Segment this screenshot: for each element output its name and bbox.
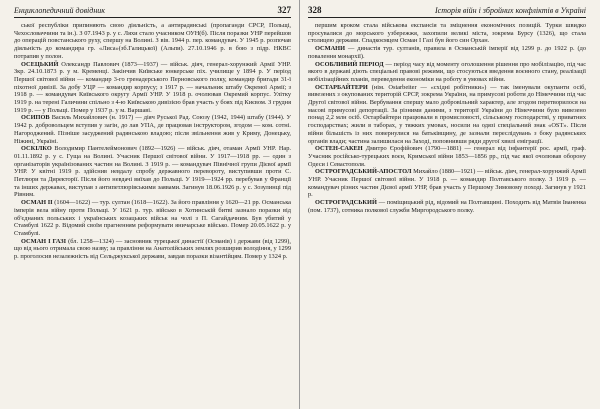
entry-headword: ОСЕЦЬКИЙ [21, 60, 59, 68]
entry-text: Дмитро Єрофійович (1790—1881) — генерал від інфантерії рос. армії, граф. Учасник російсько-турецьких воєн, Кримської війни 1853—1856 рр., під час якої очолював оборону Одеси і Севастополя. [308, 145, 586, 168]
entry-headword: ОСМАН II [21, 199, 53, 207]
entry-paragraph [14, 199, 291, 238]
right-page-number: 328 [308, 5, 322, 15]
entry-paragraph [14, 61, 291, 115]
entry-text: — період часу від моменту оголошення рішення про мобілізацію, під час якого в державі діють спеціальні правові режими, що стосуються введення воєнного стану, реалізації мобілізаційних планів, переведення економіки на роботу в умовах війни. [308, 60, 587, 83]
entry-headword: ОСМАНИ [315, 45, 346, 53]
left-page-body [14, 22, 291, 261]
entry-headword: ОСТЕН-САКЕН [315, 145, 363, 153]
entry-text: — династія тур. султанів, правила в Османській імперії від 1299 р. до 1922 р. (до повалення монархії). [308, 45, 586, 60]
entry-text: Василь Михайлович (н. 1917) — діяч Руської Рад. Союзу (1942, 1944) штабу (1944). У 1942 р. добровольцем вступив у загін, до лав УПА, де працював інструктором, згодом — ком. сотні. Нагороджений. Пізніше засуджений радянською владою; після звільнення жив у Криму, Донецьку, Ніжині, Україні. [14, 114, 291, 145]
entry-text: першим кроком стала військова експансія та зміцнення економічних позицій. Турки швидко просувалися до морського узбережжя, захопили великі міста, зокрема Бурсу (1326), що стала столицею держави. Спадкоємцем Осман І Газі був його син Орхан. [308, 22, 586, 45]
left-page-number: 327 [277, 5, 291, 15]
entry-text: Володимир Пантелеймонович (1892—1926) — військ. діяч, отаман Армії УНР. Нар. 01.11.1892 р. у с. Гуща на Волині. Учасник Першої світової війни. У 1917—1918 рр. — один з організаторів українізованих частин на Волині. З 1919 р. — командувач Північної групи Дієвої армії УНР. У квітні 1919 р. здійснив невдалу спробу державного перевороту, виступивши проти С. Петлюри та Директорії. Після його невдачі виїхав до Польщі. У 1919—1924 рр. перебував у Франції та інших державах, виступав з антипетлюрівськими заявами. Загинув 18.06.1926 р. у с. Зозулинці під Рівним. [14, 145, 291, 199]
entry-paragraph [308, 22, 586, 45]
entry-paragraph [14, 145, 291, 199]
right-running-title: Історія війн і збройних конфліктів в Україні [434, 6, 586, 15]
right-page-header [308, 6, 586, 18]
entry-text: (1604—1622) — тур. султан (1618—1622). За його правління у 1620—21 рр. Османська імперія вела війну проти Польщі. У 1621 р. тур. військо в Хотинській битві зазнало поразки від об'єднаних польських і українських козацьких військ на чолі з П. Сагайдачним. Був убитий у Стамбулі 1622 р. Відомий своїм прагненням реформувати яничарське військо. Помер 20.05.1622 р. у Стамбулі. [14, 199, 292, 237]
entry-paragraph [14, 238, 291, 261]
entry-paragraph [308, 84, 586, 146]
entry-paragraph [308, 61, 586, 84]
entry-paragraph [308, 168, 586, 199]
entry-paragraph [14, 22, 291, 61]
right-page [300, 0, 600, 409]
entry-headword: ОСОБЛИВИЙ ПЕРІОД [315, 60, 384, 68]
entry-headword: ОСМАН І ГАЗІ [21, 237, 67, 245]
entry-text: (нім. Ostarbeiter — «східні робітники») — так іменували окупанти осіб, вивезених з окупованих територій СРСР, зокрема України, на примусові роботи до Німеччини під час Другої світової війни. Вербування спершу мало добровільний характер, але згодом перетворилося на масові примусові депортації. За різними даними, з території України до Німеччини було вивезено понад 2,2 млн осіб. Остарбайтери працювали в промисловості, сільському господарстві, у приватних господарствах; жили в таборах, у тяжких умовах, носили на одязі спеціальний знак «OST». Після війни більшість із них повернулися на батьківщину, де зазнали переслідувань з боку радянських органів влади; частина залишилася на Заході, поповнивши ряди другої хвилі еміграції. [308, 83, 586, 145]
entry-headword: ОСКІЛКО [21, 145, 52, 153]
entry-headword: ОСТАРБАЙТЕРИ [315, 83, 368, 91]
entry-headword: ОСТРОГРАДСЬКИЙ-АПОСТОЛ [315, 168, 412, 176]
entry-paragraph [14, 114, 291, 145]
left-page-header [14, 6, 291, 18]
entry-paragraph [308, 45, 586, 60]
entry-headword: ОСТРОГРАДСЬКИЙ [315, 199, 377, 207]
entry-headword: ОСИПОВ [21, 114, 50, 122]
entry-text: (бл. 1258—1324) — засновник турецької династії (Османів) і держави (від 1299), що від нього отримала свою назву; за правління на Анатолійських землях розширив володіння, у 1299 р. проголосив незалежність від Сельджукської держави, завдав поразки візантійцям. Помер у 1324 р. [14, 237, 291, 261]
right-page-body [308, 22, 586, 215]
entry-text: Олександр Павлович (1873—1937) — військ. діяч, генерал-хорунжий Армії УНР. Зкр. 24.10.1873 р. у м. Кременці. Закінчив Київське юнкерське піх. училище у 1894 р. У період Першої світової війни — командир 3-го гренадерського Перновського полку, командир бригади 31-ї піхотної дивізії. За добу УЦР — командир корпусу; з 1917 р. — начальник штабу Окремої Армії; з 1918 р. — командувач Київського округу Армії УНР. У 1918 р. очолював Окремий корпус. Улітку 1919 р. на терені Галичини спільно з 4-ю Київською дивізією брав участь у боях під Києвом. З грудня 1919 р. — у Польщі. Помер у 1937 р. у м. Варшаві. [14, 60, 292, 114]
entry-paragraph [308, 145, 586, 168]
entry-paragraph [308, 199, 586, 214]
entry-text: — поміщицький рід, відомий на Полтавщині. Походить від Матвія Іваненка (пом. 1737), сотника полкової служби Миргородського полку. [308, 199, 587, 214]
entry-text: Михайло (1880—1921) — військ. діяч, генерал-хорунжий Армії УНР. Учасник Першої світової війни. У 1918 р. — командир Полтавського полку. З 1919 р. — командувач різних частин Дієвої армії УНР, брав участь у Першому Зимовому поході. Загинув у 1921 р. [308, 168, 586, 199]
left-running-title: Енциклопедичний довідник [14, 6, 106, 15]
entry-text: ської республіки припиняють свою діяльність, а антирадянські (пропаганди СРСР, Польщі, Чехословаччини та ін.). З 07.1943 р. у с. Ляхи стало учасником ОУН(б). Після поразки УНР перейшов до операцій повстанського руху, спершу на Волині. З вів. 1944 р. пер. командувач. У 1945 р. розпочав діяльність до командира гр. «Лиса»(зб.Галицької) (Альпи). 27.10.1946 р. в бою з підр. НКВС потрапив у полон. [14, 22, 291, 60]
